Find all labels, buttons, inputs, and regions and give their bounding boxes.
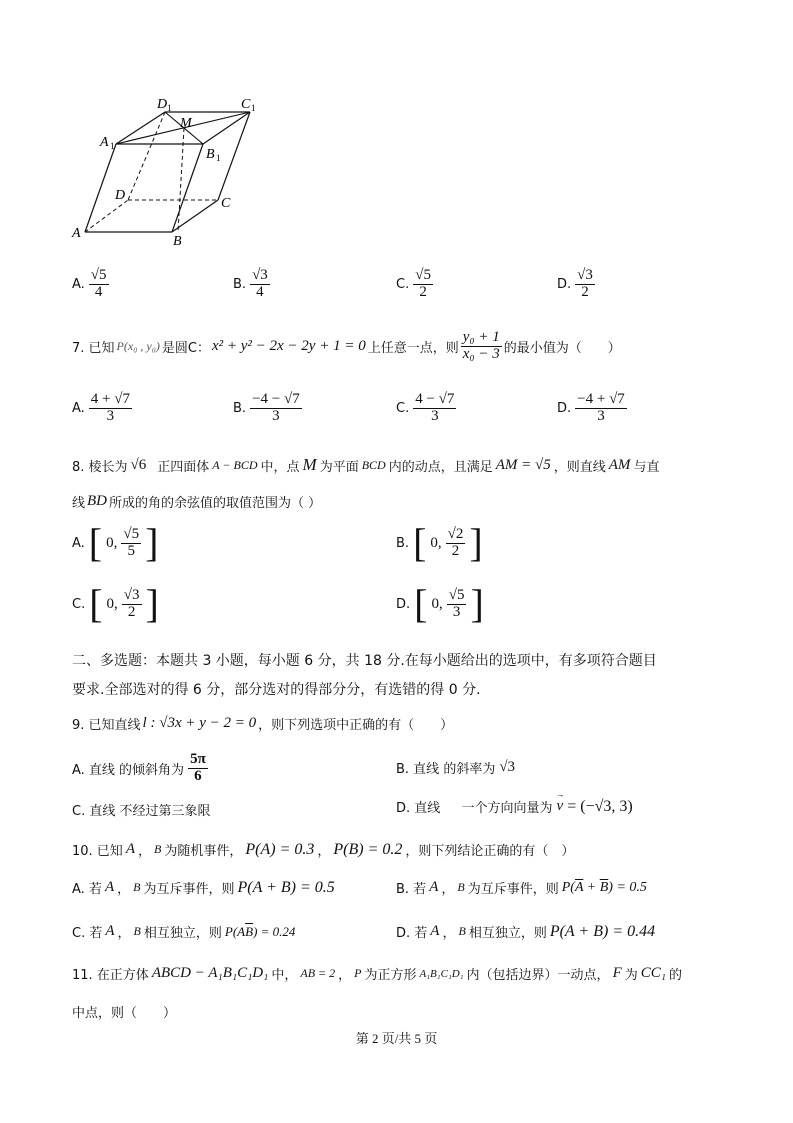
- q7-option-a[interactable]: A. $\frac{4 + √7}{3}$: [72, 391, 130, 424]
- q11-stem-line1: 11. 在正方体 ABCD − A₁B₁C₁D₁ 中， AB = 2 ， P 为正方形 A₁B₁C₁D₁ 内（包括边界）一动点， F 为 CC₁ 的: [72, 965, 682, 983]
- section2-line1: 二、多选题：本题共 3 小题，每小题 6 分，共 18 分.在每小题给出的选项中，有多项符合题目: [72, 653, 657, 669]
- q9-option-c[interactable]: C. 直线 不经过第三象限: [72, 804, 211, 819]
- q6-option-a[interactable]: A. $\frac{√5}{4}$: [72, 267, 107, 300]
- svg-text:1: 1: [216, 153, 221, 163]
- label-m: M: [180, 116, 192, 131]
- q10-option-a[interactable]: A. 若 A ， B 为互斥事件，则 P(A + B) = 0.5: [72, 878, 335, 897]
- section2-line2: 要求.全部选对的得 6 分，部分选对的得部分分，有选错的得 0 分.: [72, 682, 481, 698]
- label-c: C: [221, 196, 231, 211]
- q8-stem-line2: 线 BD 所成的角的余弦值的取值范围为（ ）: [72, 493, 322, 511]
- label-b1: B: [206, 147, 215, 162]
- q10-option-c[interactable]: C. 若 A ， B 相互独立，则 $P(A\overline{B}) = 0.24$: [72, 923, 296, 941]
- parallelepiped-figure: [60, 90, 270, 250]
- label-a1: A: [100, 135, 109, 150]
- q8-option-a[interactable]: A. [ 0, $\frac{√5}{5}$ ]: [72, 520, 159, 565]
- svg-text:1: 1: [167, 103, 172, 113]
- svg-text:1: 1: [110, 141, 115, 151]
- q11-stem-line2: 中点，则（ ）: [72, 1006, 177, 1021]
- label-d1: D: [157, 97, 168, 112]
- q8-option-c[interactable]: C. [ 0, $\frac{√3}{2}$ ]: [72, 581, 159, 626]
- label-a: A: [72, 226, 81, 241]
- svg-text:1: 1: [251, 103, 256, 113]
- q10-option-b[interactable]: B. 若 A ， B 为互斥事件，则 $P(\overline{A} + \overline{B}) = 0.5$: [396, 879, 647, 897]
- label-c1: C: [241, 97, 251, 112]
- q6-option-d[interactable]: D. $\frac{√3}{2}$: [557, 267, 593, 300]
- q7-option-c[interactable]: C. $\frac{4 - √7}{3}$: [396, 391, 455, 424]
- q7-option-d[interactable]: D. $\frac{-4 + √7}{3}$: [557, 391, 625, 424]
- label-d: D: [115, 188, 126, 203]
- page-footer: 第 2 页/共 5 页: [355, 1031, 438, 1046]
- q9-option-d[interactable]: D. 直线 一个方向向量为 → v = (−√3, 3): [396, 797, 633, 816]
- q6-option-b[interactable]: B. $\frac{√3}{4}$: [233, 267, 268, 300]
- label-b: B: [173, 234, 182, 249]
- q7-option-b[interactable]: B. $\frac{-4 - √7}{3}$: [233, 391, 300, 424]
- q6-option-c[interactable]: C. $\frac{√5}{2}$: [396, 267, 431, 300]
- q8-stem-line1: 8. 棱长为 √6 正四面体 A − BCD 中，点 M 为平面 BCD 内的动点，且满足 AM = √5 ，则直线 AM 与直: [72, 455, 660, 475]
- q9-option-a[interactable]: A. 直线 的倾斜角为 $\frac{5\pi}{6}$: [72, 751, 206, 784]
- q9-stem: 9. 已知直线 l : √3x + y − 2 = 0 ，则下列选项中正确的有（ ）: [72, 715, 454, 733]
- q10-option-d[interactable]: D. 若 A ， B 相互独立，则 P(A + B) = 0.44: [396, 922, 656, 941]
- q8-option-b[interactable]: B. [ 0, $\frac{√2}{2}$ ]: [396, 520, 483, 565]
- q7-stem: 7. 已知 P(x₀ , y₀) 是圆C： x² + y² − 2x − 2y + 1 = 0 上任意一点，则 $\frac{\text{y₀ + 1}}{\text{x₀ − 3}}$ 的最小值为（ ）: [72, 329, 621, 362]
- q9-option-b[interactable]: B. 直线 的斜率为 √3: [396, 759, 516, 777]
- q10-stem: 10. 已知 A ， B 为随机事件， P(A) = 0.3 ， P(B) = 0.2 ，则下列结论正确的有（ ）: [72, 840, 575, 859]
- q8-option-d[interactable]: D. [ 0, $\frac{√5}{3}$ ]: [396, 581, 484, 626]
